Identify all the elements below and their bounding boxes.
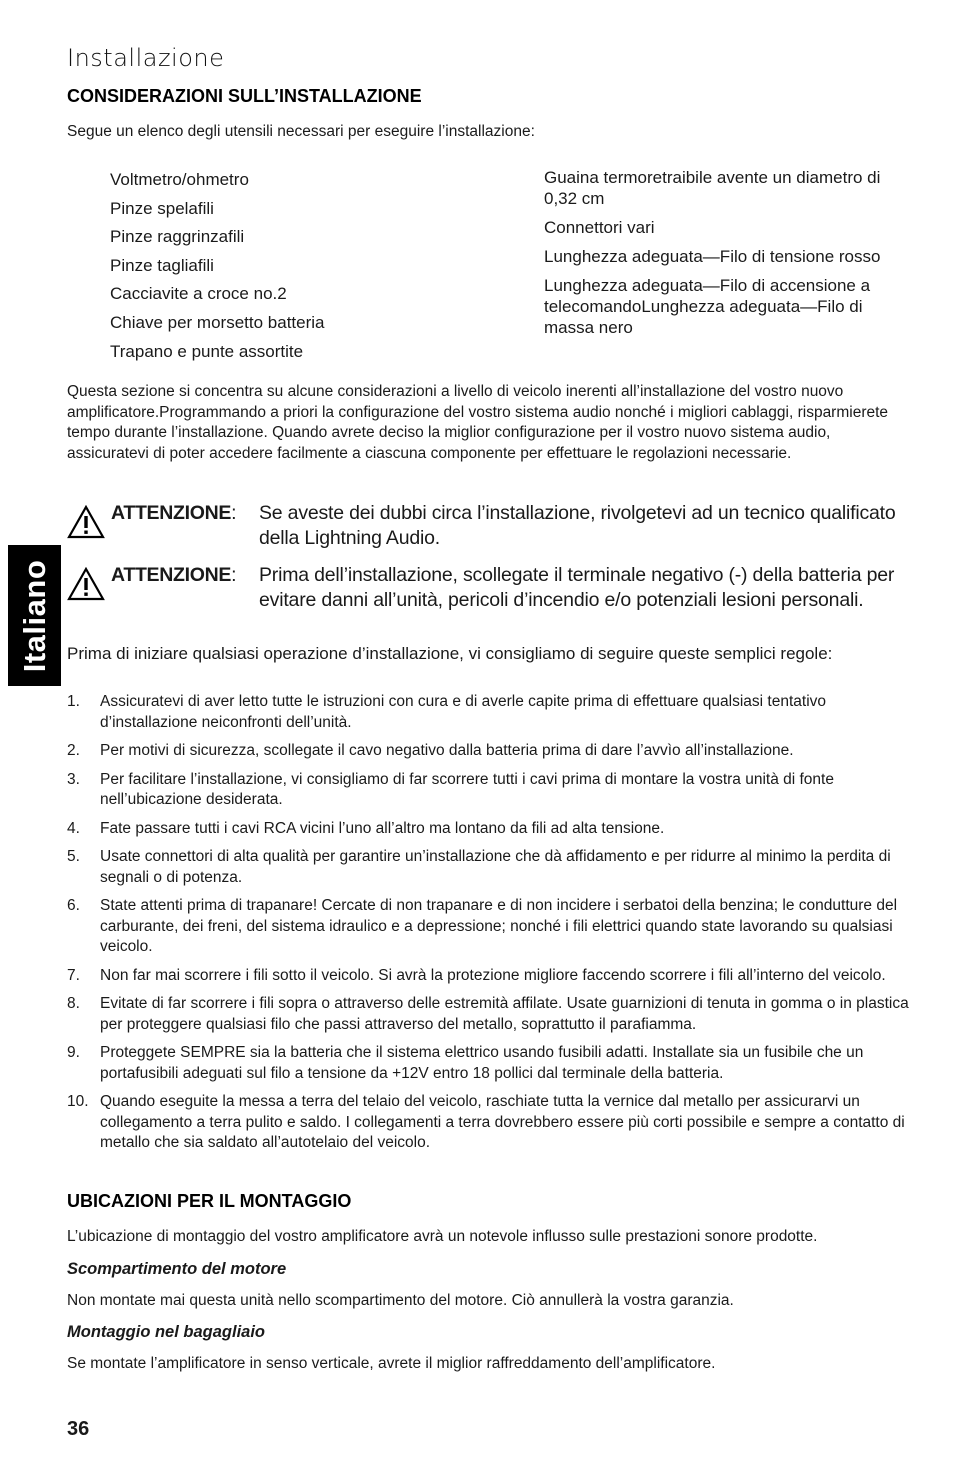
tool-item: Guaina termoretraibile avente un diametro di 0,32 cm: [544, 168, 881, 208]
tool-item: Voltmetro/ohmetro: [110, 170, 249, 189]
list-item: 2. Per motivi di sicurezza, scollegate il cavo negativo dalla batteria prima di dare l’avvìo all’installazione.: [67, 742, 794, 759]
engine-text: Non montate mai questa unità nello scompartimento del motore. Ciò annullerà la vostra garanzia.: [67, 1292, 734, 1309]
tool-item: Cacciavite a croce no.2: [110, 284, 287, 304]
list-item: 7. Non far mai scorrere i fili sotto il veicolo. Si avrà la protezione migliore faccendo scorrere i fili all’interno del veicolo.: [67, 966, 886, 984]
list-item: 1. Assicuratevi di aver letto tutte le istruzioni con cura e di averle capite prima di effettuare qualsiasi tentativo d’installazione neiconfronti dell’unità.: [67, 693, 827, 731]
trunk-subheading: Montaggio nel bagagliaio: [67, 1323, 265, 1341]
language-label: Italiano: [16, 559, 52, 672]
page-number: 36: [67, 1418, 90, 1440]
list-item: 8. Evitate di far scorrere i fili sopra o attraverso delle estremità affilate. Usate guarnizioni di tenuta in gomma o in plastica per proteggere qualsiasi filo che passi attraverso del metallo, soprattutto il parafiamma.: [67, 995, 909, 1033]
engine-subheading: Scompartimento del motore: [67, 1260, 287, 1278]
tool-item: Lunghezza adeguata—Filo di tensione rosso: [544, 247, 881, 266]
warning-icon: [67, 567, 105, 601]
rules-intro: Prima di iniziare qualsiasi operazione d’installazione, vi consigliamo di seguire queste semplici regole:: [67, 644, 833, 663]
tool-item: Lunghezza adeguata—Filo di accensione a telecomandoLunghezza adeguata—Filo di massa nero: [544, 276, 871, 337]
tool-item: Pinze spelafili: [110, 198, 214, 218]
list-item: 9. Proteggete SEMPRE sia la batteria che il sistema elettrico usando fusibili adatti. Installate sia un fusibile che un portafusibili adeguati sul filo a tensione da +12V entro 18 pollici dal terminale della batteria.: [67, 1044, 864, 1082]
considerations-heading: CONSIDERAZIONI SULL’INSTALLAZIONE: [67, 86, 422, 106]
mounting-intro: L’ubicazione di montaggio del vostro amplificatore avrà un notevole influsso sulle prestazioni sonore prodotte.: [67, 1228, 818, 1245]
tool-item: Connettori vari: [544, 218, 655, 237]
warning-icon: [67, 505, 105, 539]
tool-item: Pinze raggrinzafili: [110, 227, 245, 247]
tools-lead: Segue un elenco degli utensili necessari per eseguire l’installazione:: [67, 123, 535, 140]
list-item: 5. Usate connettori di alta qualità per garantire un’installazione che dà affidamento e per ridurre al minimo la perdita di segnali o di potenza.: [67, 848, 891, 886]
list-item: 10. Quando eseguite la messa a terra del telaio del veicolo, raschiate tutta la vernice dal metallo per assicurarvi un collegamento a terra pulito e saldo. I collegamenti a terra dovrebbero essere più corti possibile e sempre a contatto di metallo che sia saldato all’autotelaio del veicolo.: [67, 1093, 905, 1151]
considerations-intro: Questa sezione si concentra su alcune considerazioni a livello di veicolo inerenti all’installazione del vostro nuovo amplificatore.Programmando a priori la configurazione del vostro sistema audio nonché i migliori cablaggi, risparmierete tempo durante l’installazione. Quando avrete deciso la miglior configurazione per il vostro nuovo sistema audio, assicuratevi di poter accedere facilmente a ciascuna componente per effettuare le regolazioni necessarie.: [67, 383, 889, 462]
section-title: Installazione: [67, 44, 225, 72]
trunk-text: Se montate l’amplificatore in senso verticale, avrete il miglior raffreddamento dell’amplificatore.: [67, 1355, 716, 1372]
warning-text: Prima dell’installazione, scollegate il terminale negativo (-) della batteria per evitare danni all’unità, pericoli d’incendio e/o potenziali lesioni personali.: [259, 564, 895, 611]
mounting-heading: UBICAZIONI PER IL MONTAGGIO: [67, 1191, 352, 1211]
list-item: 6. State attenti prima di trapanare! Cercate di non trapanare e di non incidere i serbatoi della benzina; le condutture del carburante, dei freni, del sistema idraulico e a depressione; nonché i fili elettrici quando state lavorando su qualsiasi veicolo.: [67, 897, 898, 955]
tool-item: Pinze tagliafili: [110, 255, 214, 275]
tools-list-left: [110, 166, 510, 366]
warning-label: ATTENZIONE:: [111, 564, 237, 586]
list-item: 4. Fate passare tutti i cavi RCA vicini l’uno all’altro ma lontano da fili ad alta tensione.: [67, 819, 665, 837]
tools-list-right: [544, 167, 916, 346]
tool-item: Chiave per morsetto batteria: [110, 312, 325, 332]
rules-list: [67, 692, 917, 1162]
tool-item: Trapano e punte assortite: [110, 341, 304, 361]
warning-label: ATTENZIONE:: [111, 502, 237, 524]
warning-text: Se aveste dei dubbi circa l’installazione, rivolgetevi ad un tecnico qualificato della Lightning Audio.: [259, 502, 896, 549]
language-side-tab: [8, 545, 61, 686]
list-item: 3. Per facilitare l’installazione, vi consigliamo di far scorrere tutti i cavi prima di montare la vostra unità di fonte nell’ubicazione desiderata.: [67, 770, 834, 808]
